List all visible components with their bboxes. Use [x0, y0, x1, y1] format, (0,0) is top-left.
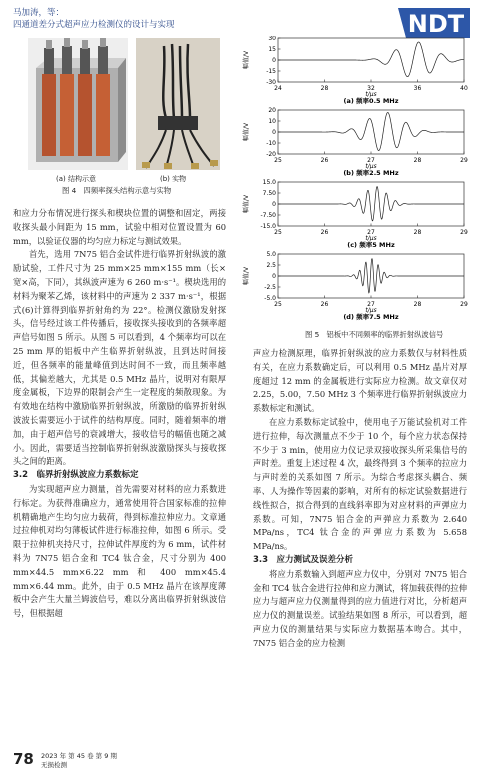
y-tick-label: -2.5 [264, 284, 276, 291]
y-tick-label: -5.0 [264, 295, 276, 302]
y-tick-label: 30 [268, 36, 276, 42]
x-tick-label: 25 [274, 301, 282, 308]
journal-issue [41, 752, 117, 770]
x-tick-label: 25 [274, 157, 282, 164]
y-axis-label: 幅值/V [243, 266, 250, 286]
y-tick-label: 0 [272, 273, 276, 280]
y-tick-label: 2.5 [266, 262, 276, 269]
y-axis-label: 幅值/V [243, 194, 250, 214]
y-axis-label: 幅值/V [243, 50, 250, 70]
y-tick-label: -30 [266, 79, 276, 86]
y-tick-label: 15 [268, 46, 276, 53]
x-tick-label: 26 [320, 229, 329, 236]
x-tick-label: 26 [320, 157, 329, 164]
waveform-series [278, 187, 464, 221]
y-axis-label: 幅值/V [243, 122, 250, 142]
x-tick-label: 27 [367, 157, 375, 164]
right-para-1: 声应力检测原理，临界折射纵波的应力系数仅与材料性质有关，在应力系数确定后，可以利用 0.5 MHz 晶片对厚度超过 12 mm 的金属板进行实际应力检测。故文章仅对 2.25，5.00，7.50 MHz 3 个频率进行临界折射纵波应力系数标定和测试。 [253, 348, 467, 414]
x-tick-label: 27 [367, 229, 375, 236]
x-axis-label: t/μs [365, 163, 377, 170]
x-tick-label: 25 [274, 229, 282, 236]
y-tick-label: 7.50 [262, 190, 276, 197]
x-tick-label: 29 [460, 301, 468, 308]
section-3-3-heading: 3.3 应力测试及误差分析 [253, 554, 354, 565]
x-tick-label: 24 [274, 85, 282, 92]
fig4-subcaption-a: (a) 结构示意 [56, 175, 96, 183]
left-column [13, 207, 226, 621]
fig5-caption: 图 5 铝板中不同频率的临界折射纵波信号 [305, 330, 444, 339]
logo-text: NDT [407, 10, 465, 38]
x-tick-label: 28 [413, 301, 422, 308]
y-tick-label: -15 [266, 68, 276, 75]
header-authors: 马加涛，等： [13, 8, 65, 18]
subplot-caption: (c) 频率5 MHz [347, 241, 395, 249]
x-axis-label: t/μs [365, 307, 377, 314]
figure-5-plots [240, 36, 472, 326]
fig4-subcaption-b: (b) 实物 [160, 175, 187, 183]
x-tick-label: 27 [367, 301, 375, 308]
x-tick-label: 26 [320, 301, 329, 308]
y-tick-label: -20 [266, 151, 276, 158]
x-axis-label: t/μs [365, 235, 377, 242]
running-header [13, 7, 175, 31]
y-tick-label: -15.0 [260, 223, 276, 230]
figure-4 [28, 38, 220, 196]
y-tick-label: -7.50 [260, 212, 276, 219]
waveform-series [278, 42, 464, 77]
header-title: 四通道差分式超声应力检测仪的设计与实现 [13, 20, 175, 30]
x-tick-label: 40 [460, 85, 468, 92]
y-tick-label: 15.0 [262, 179, 276, 186]
journal-logo [398, 8, 470, 38]
left-para-1: 和应力分布情况进行探头和楔块位置的调整和固定，两接收探头最小间距为 15 mm，试验中相对位置设置为 60 mm，以验证仪器的均匀应力标定与测试效果。 [13, 208, 226, 246]
y-tick-label: 5.0 [266, 251, 276, 258]
right-para-2: 在应力系数标定试验中，使用电子万能试验机对工件进行拉伸，每次测量点不少于 10 个，每个应力状态保持不少于 3 min，使用应力仪记录双接收探头所采集信号的声时差。重复上述过程 4 次，最终得到 3 个频率的拉应力与声时差的关系如图 7 所示。为综合考虑探头耦合、频率、人为操作等因素的影响，对所有的标定试验数据进行线性拟合，拟合得到的直线斜率即为对应材料的声弹应力系数。可知，7N75 铝合金的声弹应力系数为 2.640 MPa/ns，TC4 钛合金的声弹应力系数为 5.658 MPa/ns。 [253, 416, 467, 552]
x-tick-label: 28 [320, 85, 329, 92]
x-axis-label: t/μs [365, 91, 377, 98]
y-tick-label: 20 [268, 107, 276, 114]
y-tick-label: 10 [268, 118, 276, 125]
subplot-caption: (a) 频率0.5 MHz [343, 97, 399, 105]
journal-name: 无损检测 [41, 761, 67, 769]
waveform-series [278, 259, 464, 293]
x-tick-label: 29 [460, 229, 468, 236]
y-tick-label: 0 [272, 129, 276, 136]
y-tick-label: 0 [272, 57, 276, 64]
x-tick-label: 28 [413, 157, 422, 164]
x-tick-label: 29 [460, 157, 468, 164]
left-para-2: 首先，选用 7N75 铝合金试件进行临界折射纵波的激励试验，工件尺寸为 25 mm×25 mm×155 mm（长×宽×高，下同），其纵波声速为 6 260 m·s⁻¹。楔块选用的材料为聚苯乙烯，该材料中的声速为 2 337 m·s⁻¹，根据式(6)计算得到临界折射角约为 22°。检测仪激励发射探头，信号经过该工件传播后，接收探头接收到的各频率超声信号如图 5 所示。从图 5 可以看到，4 个频率均可以在 25 mm 厚的铝板中产生临界折射纵波，且到达时间接近，但各频率的能量峰值到达时间不一致，而且频率越低，其偏差越大，尤其是 0.5 MHz 晶片，说明对有限厚度金属板，下边界的限制会产生一定程度的频散现象。为有效地在结构中激励临界折射纵波，所激励的临界折射纵波波长需要远小于试件的结构厚度。同时，随着频率的增加，由于超声信号的衰减增大，接收信号的幅值也随之减小。因此，需要适当控制临界折射纵波激励探头与接收探头之间的距离。 [13, 249, 226, 467]
section-3-2-heading: 3.2 临界折射纵波应力系数标定 [13, 470, 139, 481]
issue-text: 2023 年 第 45 卷 第 9 期 [41, 752, 117, 760]
x-tick-label: 32 [367, 85, 375, 92]
fig4-caption: 图 4 四频率探头结构示意与实物 [62, 186, 172, 195]
y-tick-label: -10 [266, 140, 276, 147]
subplot-caption: (d) 频率7.5 MHz [343, 313, 399, 321]
probe-photo [136, 38, 220, 170]
x-tick-label: 28 [413, 229, 422, 236]
probe-structure-diagram [28, 38, 128, 170]
y-tick-label: 0 [272, 201, 276, 208]
subplot-caption: (b) 频率2.5 MHz [343, 169, 399, 177]
x-tick-label: 36 [413, 85, 422, 92]
right-para-3: 将应力系数输入到超声应力仪中，分别对 7N75 铝合金和 TC4 钛合金进行拉伸和应力测试，将加载获得的拉伸应力与超声应力仪测量得到的应力值进行对比，分析超声应力仪的测量误差。试验结果如图 8 所示，可以看到，超声应力仪的测量结果与实际应力数据基本吻合。其中，7N75 铝合金的应力检测 [253, 568, 467, 648]
right-column [253, 347, 467, 651]
left-para-3: 为实现超声应力测量，首先需要对材料的应力系数进行标定。为获得准确应力，通常使用符合国家标准的拉伸机精确地产生均匀应力载荷，得到标准拉伸应力。文章通过拉伸机对均匀薄板试件进行标准拉伸，如图 6 所示。受限于拉伸机夹持尺寸，拉伸试件厚度约为 6 mm，试件材料为 7N75 铝合金和 TC4 钛合金，尺寸分别为 400 mm×44.5 mm×6.22 mm 和 400 mm×45.4 mm×6.44 mm。此外，由于 0.5 MHz 晶片在该厚度薄板中会产生大量兰姆波信号，难以分离出临界折射纵波信号，但根据超 [13, 483, 226, 619]
page-number: 78 [13, 750, 34, 768]
waveform-series [278, 112, 464, 150]
